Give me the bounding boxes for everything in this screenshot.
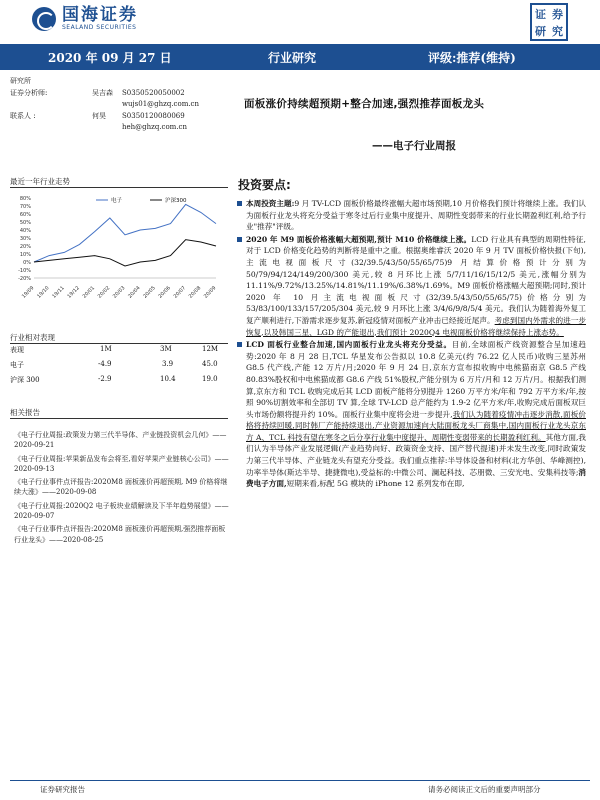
key-points-heading: 投资要点: bbox=[238, 178, 291, 192]
table-row bbox=[10, 375, 228, 386]
key-point-underlined: 我们认为随着疫情冲击逐步消散,面板价格将持续回暖,同时韩厂产能持续退出,产业资源加速向大陆面板龙头厂商集中,国内面板行业龙头京东方 A、TCL 科技有望在寒冬之后分享行业集中度提升、周期性变弱带来的长期盈利红利。 bbox=[246, 409, 586, 442]
list-item[interactable]: 《电子行业周报:苹果新品发布会将至,看好苹果产业链核心公司》——2020-09-13 bbox=[14, 454, 229, 473]
trend-chart bbox=[10, 190, 228, 300]
related-reports-list bbox=[14, 430, 230, 548]
y-tick-label: 10% bbox=[19, 252, 31, 258]
list-item[interactable]: 《电子行业事件点评报告:2020M8 面板涨价再超预期, M9 价格将继续大涨》——2020-09-08 bbox=[14, 478, 228, 497]
y-tick-label: -10% bbox=[18, 268, 31, 274]
table-header bbox=[10, 345, 228, 356]
y-tick-label: 50% bbox=[19, 220, 31, 226]
info-bar bbox=[0, 44, 600, 70]
y-tick-label: 40% bbox=[19, 228, 31, 234]
key-point-lead: 2020 年 M9 面板价格涨幅大超预期,预计 M10 价格继续上涨。 bbox=[246, 234, 472, 244]
key-point bbox=[236, 234, 586, 338]
footer-right: 请务必阅读正文后的重要声明部分 bbox=[428, 785, 541, 794]
stamp-char: 研 bbox=[535, 24, 546, 38]
analyst-email[interactable]: wujs01@ghzq.com.cn bbox=[122, 100, 199, 108]
sealand-logo bbox=[32, 6, 138, 31]
key-point bbox=[236, 198, 586, 233]
y-tick-label: 80% bbox=[19, 196, 31, 202]
cell: -4.9 bbox=[98, 360, 112, 368]
key-point-lead: 消费电子方面, bbox=[246, 467, 587, 489]
key-points-body bbox=[236, 198, 586, 491]
y-tick-label: 30% bbox=[19, 236, 31, 242]
report-header bbox=[0, 0, 600, 44]
performance-heading: 行业相对表现 bbox=[10, 333, 55, 342]
key-point-text: LCD 行业具有典型的周期性特征,对于 LCD 价格变化趋势的判断将是重中之重。根据奥维睿沃 2020 年 9 月 TV 面板价格快报(下旬),主流电视面板尺寸(32/39.5/43/50/55/65/75)9 月结算价格预计分别为 50/79/94/124/149/200/300 美元,较 8 月环比上涨 5/7/11/16/15/12/5 美元,涨幅分别为 11.11%/9.72%/13.25%/14.81%/11.19%/6.38%/1.69%。M9 面板价格涨幅大超预期;同时,预计 2020 年 10 月主流电视面板尺寸(32/39.5/43/50/55/65/75)价格分别为 53/83/100/133/157/205/304 美元,较 9 月环比上涨 3/4/6/9/8/5/4 美元。我们认为随着海外复工复产顺利进行,下游需求逐步复苏,新冠疫情对面板产业冲击已经接近尾声。 bbox=[246, 234, 586, 325]
x-tick-label: 19/11 bbox=[51, 285, 66, 300]
x-tick-label: 20/08 bbox=[187, 285, 203, 300]
series-line-industry bbox=[34, 204, 216, 262]
x-tick-label: 20/01 bbox=[81, 285, 97, 300]
divider bbox=[10, 418, 228, 419]
x-tick-label: 19/10 bbox=[36, 285, 51, 300]
cell: -2.9 bbox=[98, 375, 112, 383]
related-heading: 相关报告 bbox=[10, 408, 40, 417]
key-point-underlined: 考虑到国内外需求的进一步恢复,以及韩国三星、LGD 的产能退出,我们预计 2020Q4 电视面板价格将继续保持上涨态势。 bbox=[246, 315, 587, 337]
report-rating: 评级:推荐(维持) bbox=[428, 51, 516, 65]
legend-label: 电子 bbox=[111, 198, 123, 204]
key-point bbox=[236, 339, 586, 490]
y-tick-label: 0% bbox=[23, 260, 31, 266]
key-point-text: 其他方面,我们认为半导体产业发展逻辑(产业趋势向好、政策资金支持、国产替代提速)并未发生改变,同时政策发力第三代半导体、产业链龙头有望充分受益。我们重点推荐:半导体设备和材料(北方华创、华峰测控),功率半导体(斯达半导、捷捷微电),受益标的:中微公司、澜起科技、芯朋微、三安光电、安集科技等; bbox=[246, 432, 586, 477]
contact-id: S0350120080069 bbox=[122, 112, 185, 120]
x-tick-label: 20/02 bbox=[96, 285, 112, 300]
y-tick-label: 70% bbox=[19, 204, 31, 210]
analyst-label: 证券分析师: bbox=[10, 89, 48, 97]
stamp-char: 究 bbox=[552, 24, 563, 38]
footer-divider bbox=[10, 780, 590, 781]
footer-left: 证券研究报告 bbox=[40, 785, 85, 794]
x-tick-label: 20/05 bbox=[142, 285, 157, 300]
col-header: 12M bbox=[202, 345, 219, 353]
analyst-name: 吴吉森 bbox=[92, 89, 113, 97]
contact-email[interactable]: heh@ghzq.com.cn bbox=[122, 123, 187, 131]
report-title: 面板涨价持续超预期+整合加速,强烈推荐面板龙头 bbox=[244, 98, 485, 110]
y-tick-label: 60% bbox=[19, 212, 31, 218]
y-tick-label: 20% bbox=[19, 244, 31, 250]
x-tick-label: 19/09 bbox=[20, 285, 36, 300]
legend-label: 沪深300 bbox=[165, 198, 187, 204]
table-row bbox=[10, 360, 228, 371]
report-date: 2020 年 09 月 27 日 bbox=[48, 51, 172, 65]
key-point-lead: 本周投资主题: bbox=[246, 199, 295, 208]
y-tick-label: -20% bbox=[18, 276, 31, 282]
performance-table bbox=[10, 345, 228, 386]
cell: 45.0 bbox=[202, 360, 218, 368]
research-stamp bbox=[530, 3, 568, 41]
logo-name-en: SEALAND SECURITIES bbox=[62, 24, 137, 31]
list-item[interactable]: 《电子行业周报:政策发力第三代半导体、产业链投资机会几何》——2020-09-21 bbox=[14, 431, 227, 450]
logo-mark-icon bbox=[32, 7, 56, 31]
trend-chart-svg bbox=[10, 190, 228, 300]
cell: 10.4 bbox=[160, 375, 176, 383]
contact-label: 联系人 : bbox=[10, 112, 36, 120]
x-tick-label: 20/06 bbox=[157, 285, 172, 300]
key-point-lead: LCD 面板行业整合加速,国内面板行业龙头将充分受益。 bbox=[246, 340, 452, 350]
list-item[interactable]: 《电子行业事件点评报告:2020M8 面板涨价再超预期,强烈推荐面板行业龙头》——2020-08-25 bbox=[14, 525, 226, 544]
stamp-char: 券 bbox=[552, 7, 563, 21]
x-tick-label: 20/04 bbox=[127, 285, 142, 300]
col-header: 表现 bbox=[10, 346, 24, 354]
x-tick-label: 20/09 bbox=[202, 285, 218, 300]
x-tick-label: 19/12 bbox=[66, 285, 81, 300]
logo-name-cn: 国海证券 bbox=[62, 5, 138, 25]
report-subtitle: ——电子行业周报 bbox=[372, 140, 456, 152]
list-item[interactable]: 《电子行业周报:2020Q2 电子板块业绩解读及下半年趋势展望》——2020-09-07 bbox=[14, 501, 229, 521]
x-tick-label: 20/03 bbox=[111, 285, 127, 300]
divider bbox=[10, 343, 228, 344]
key-point-text: 目前,全球面板产线资源整合呈加速趋势:2020 年 8 月 28 日,TCL 华星发布公告拟以 10.8 亿美元(约 76.22 亿人民币)收购三星苏州 G8.5 代产线,产能 12 万片/月;2020 年 9 月 24 日,京东方宣布拟收购中电熊猫南京 G8.5 产线 80.83%股权和中电熊猫成都 G8.6 产线 51%股权,产能分别为 6 万片/月和 12 万片/月。根据我们测算,京东方和 TCL 收购完成后其 LCD 面板产能将分别提升 1260 万平方米/年和 792 万平方米/年,按照 90%切割效率和全部切 TV 算,全球 TV-LCD 总产能约为 1.9-2 亿平方米/年,收购完成后面板双巨头市场份额将提升约 10%。面板行业集中度将会进一步提升, bbox=[246, 340, 586, 419]
contact-name: 何昊 bbox=[92, 112, 106, 120]
divider bbox=[10, 187, 228, 188]
key-point-text: 9 月 TV-LCD 面板价格最终涨幅大超市场预期,10 月价格我们预计将继续上涨。我们认为面板行业龙头将充分受益于寒冬过后行业集中度提升、周期性变弱带来的行业长期盈利红利,给予行业"推荐"评级。 bbox=[246, 199, 586, 232]
research-label: 研究所 bbox=[10, 77, 31, 85]
trend-heading: 最近一年行业走势 bbox=[10, 177, 70, 186]
analyst-id: S0350520050002 bbox=[122, 89, 185, 97]
col-header: 3M bbox=[160, 345, 172, 353]
cell: 电子 bbox=[10, 361, 24, 369]
stamp-char: 证 bbox=[535, 7, 546, 21]
x-tick-label: 20/07 bbox=[172, 285, 188, 300]
cell: 19.0 bbox=[202, 375, 218, 383]
key-point-text: 短期来看,标配 5G 模块的 iPhone 12 系列发布在即, bbox=[286, 479, 465, 489]
cell: 3.9 bbox=[162, 360, 174, 368]
report-type: 行业研究 bbox=[268, 51, 317, 65]
col-header: 1M bbox=[100, 345, 112, 353]
cell: 沪深 300 bbox=[10, 376, 40, 384]
